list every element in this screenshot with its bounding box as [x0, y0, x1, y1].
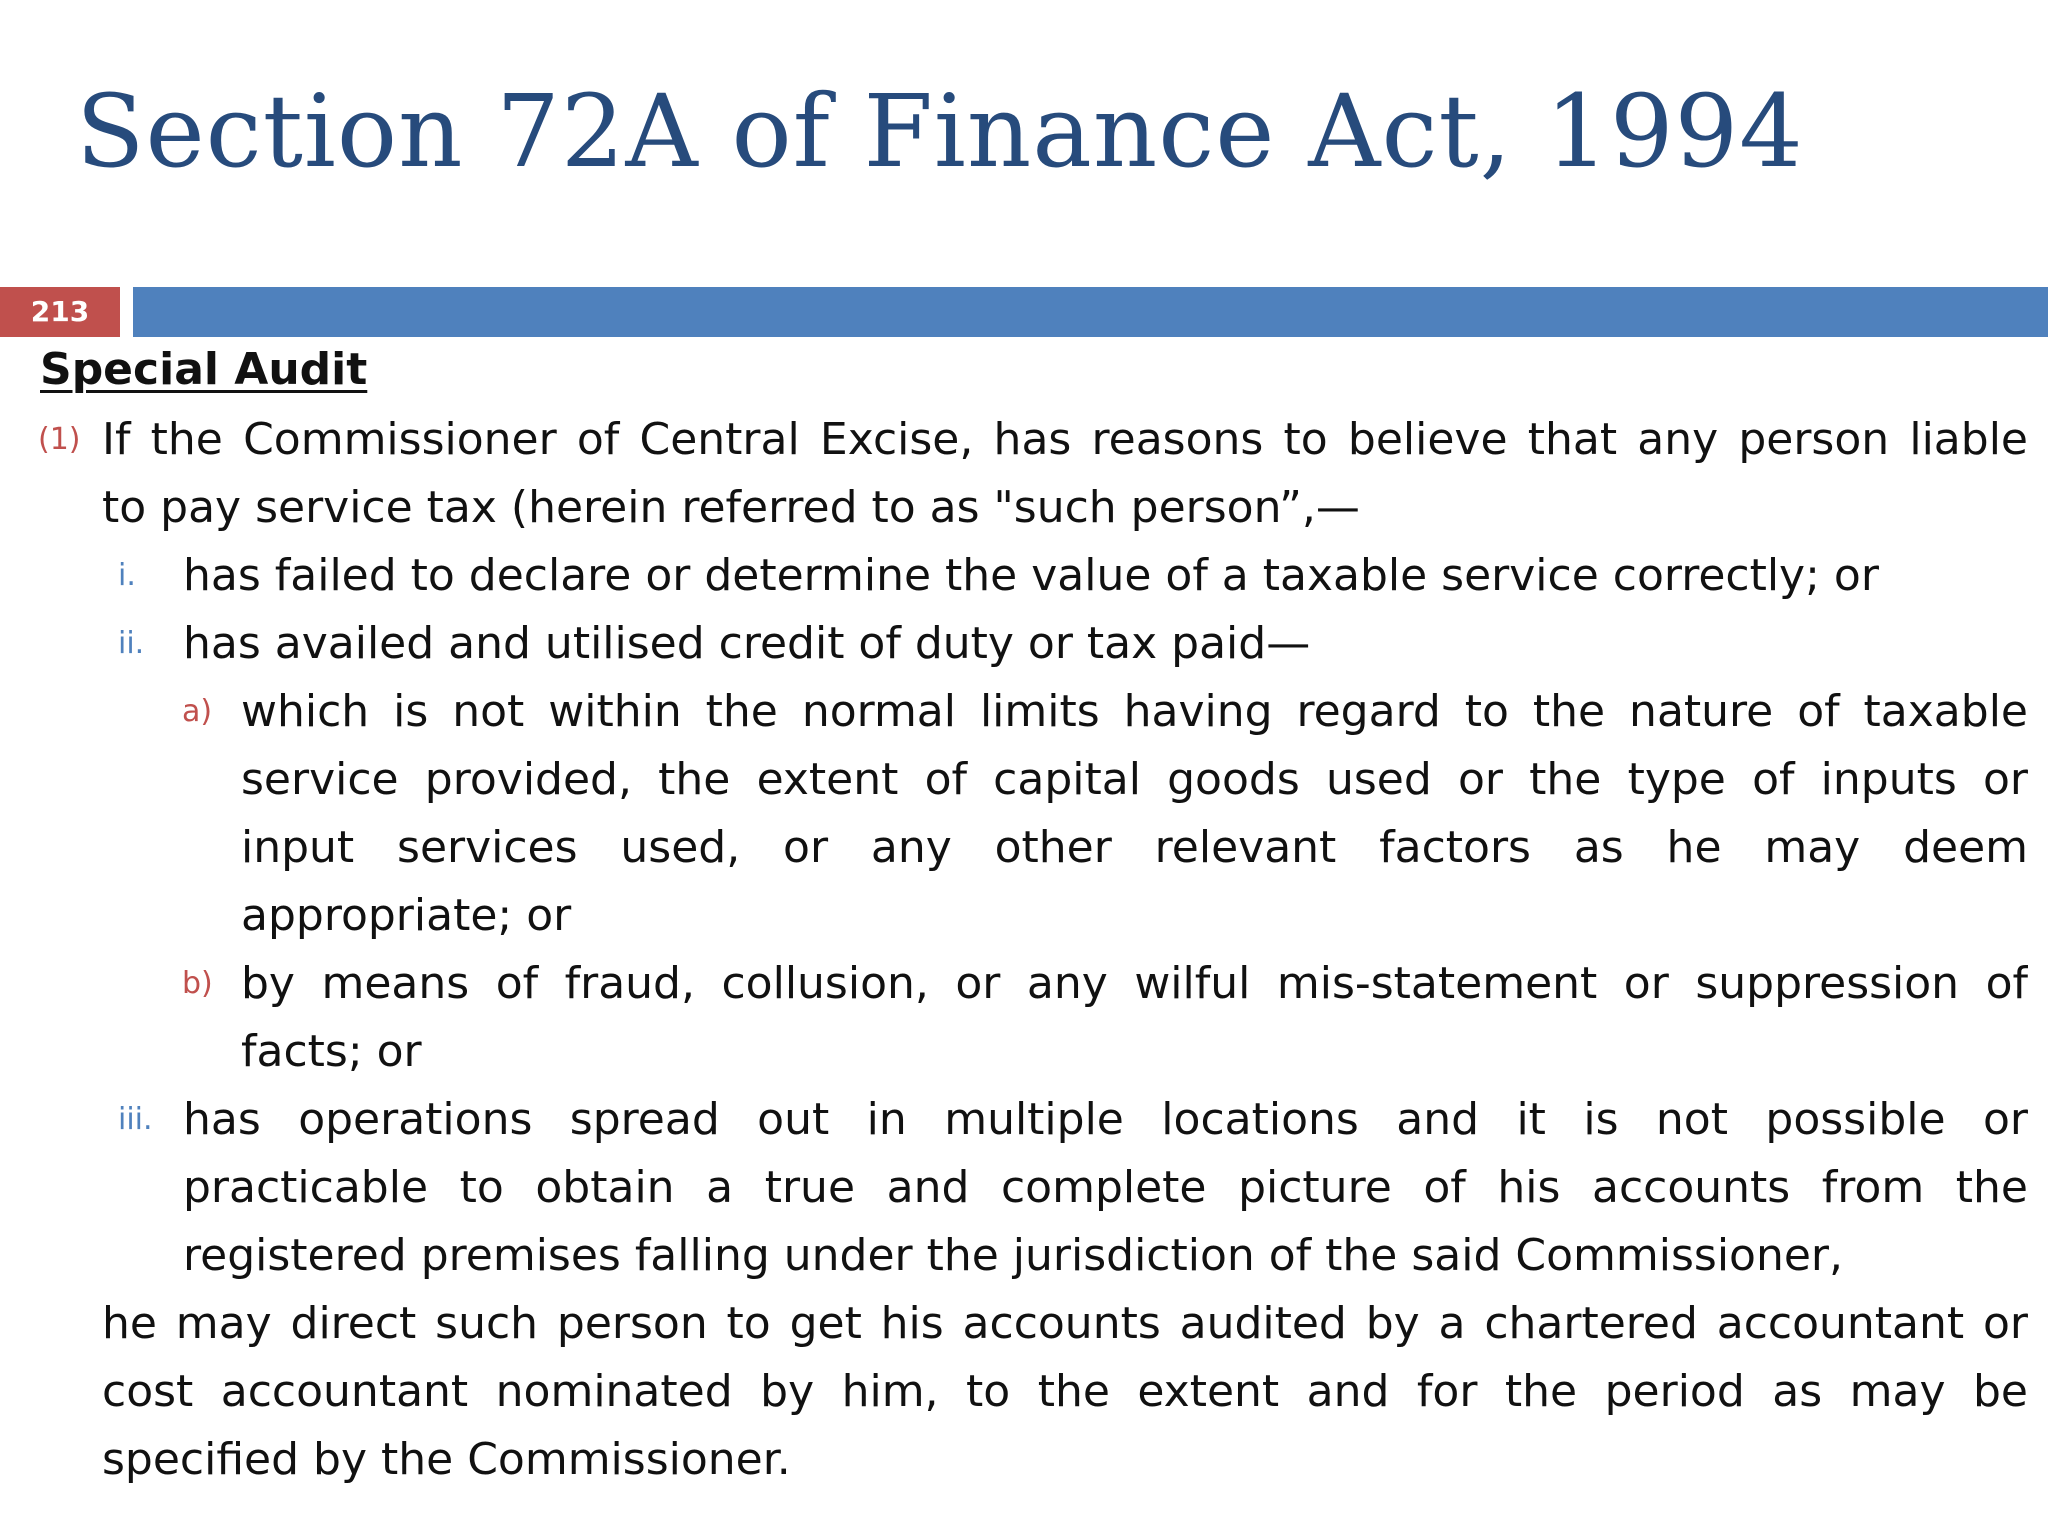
item-b-marker: b) — [182, 966, 213, 1001]
item-i-line: has failed to declare or determine the value of a taxable service correctly; or — [183, 550, 1879, 601]
closing-line: cost accountant nominated by him, to the extent and for the period as may be — [102, 1366, 2028, 1417]
item-iii-line: practicable to obtain a true and complete picture of his accounts from the — [183, 1162, 2028, 1213]
item-ii-marker: ii. — [118, 626, 145, 661]
closing-line: specified by the Commissioner. — [102, 1434, 791, 1485]
item-b-line: facts; or — [241, 1026, 422, 1077]
item-a-line: appropriate; or — [241, 890, 572, 941]
slide-title: Section 72A of Finance Act, 1994 — [76, 73, 1804, 190]
header-bar — [133, 287, 2048, 337]
clause-1-marker: (1) — [38, 422, 81, 457]
item-iii-marker: iii. — [118, 1102, 153, 1137]
clause-1-line: to pay service tax (herein referred to as "such person”,— — [102, 482, 1360, 533]
slide-number-badge: 213 — [0, 287, 120, 337]
item-b-line: by means of fraud, collusion, or any wilful mis-statement or suppression of — [241, 958, 2028, 1009]
closing-line: he may direct such person to get his accounts audited by a chartered accountant or — [102, 1298, 2028, 1349]
item-a-line: input services used, or any other relevant factors as he may deem — [241, 822, 2028, 873]
item-ii-line: has availed and utilised credit of duty or tax paid— — [183, 618, 1311, 669]
clause-1-line: If the Commissioner of Central Excise, has reasons to believe that any person liable — [102, 414, 2028, 465]
item-i-marker: i. — [118, 558, 136, 593]
item-iii-line: has operations spread out in multiple locations and it is not possible or — [183, 1094, 2028, 1145]
item-a-line: service provided, the extent of capital goods used or the type of inputs or — [241, 754, 2028, 805]
item-a-marker: a) — [182, 694, 213, 729]
item-a-line: which is not within the normal limits having regard to the nature of taxable — [241, 686, 2028, 737]
section-heading: Special Audit — [40, 344, 368, 395]
item-iii-line: registered premises falling under the jurisdiction of the said Commissioner, — [183, 1230, 1843, 1281]
